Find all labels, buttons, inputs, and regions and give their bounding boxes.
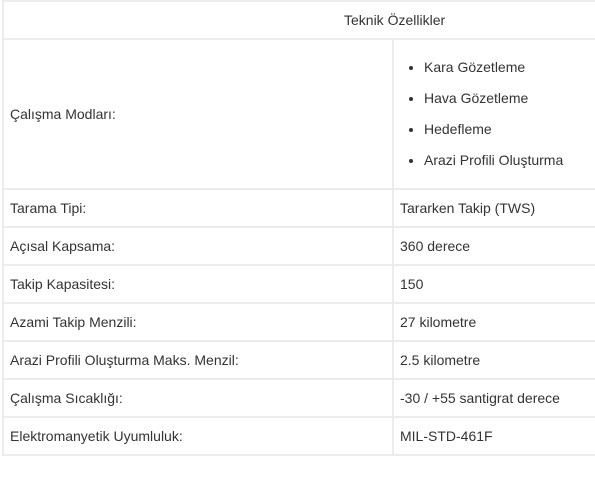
row-value: 2.5 kilometre <box>393 341 595 379</box>
specs-table <box>2 0 595 456</box>
row-value: 27 kilometre <box>393 303 595 341</box>
list-item: • Kara Gözetleme <box>424 52 593 83</box>
list-item: • Hava Gözetleme <box>424 83 593 114</box>
row-value: MIL-STD-461F <box>393 417 595 455</box>
row-label: Açısal Kapsama: <box>3 227 393 265</box>
row-label: Tarama Tipi: <box>3 189 393 227</box>
list-item: • Arazi Profili Oluşturma <box>424 145 593 176</box>
table-row <box>3 341 595 379</box>
table-row <box>3 189 595 227</box>
header-row <box>3 1 595 39</box>
table-row <box>3 303 595 341</box>
list-item: • Hedefleme <box>424 114 593 145</box>
table-header: Teknik Özellikler <box>3 1 595 39</box>
row-label: Çalışma Sıcaklığı: <box>3 379 393 417</box>
row-value: 150 <box>393 265 595 303</box>
table-row <box>3 265 595 303</box>
table-row <box>3 379 595 417</box>
table-row <box>3 417 595 455</box>
row-label: Arazi Profili Oluşturma Maks. Menzil: <box>3 341 393 379</box>
modes-list <box>400 52 593 176</box>
row-value: 360 derece <box>393 227 595 265</box>
row-label: Elektromanyetik Uyumluluk: <box>3 417 393 455</box>
row-label: Takip Kapasitesi: <box>3 265 393 303</box>
row-value <box>393 39 595 189</box>
row-label: Azami Takip Menzili: <box>3 303 393 341</box>
table-row <box>3 39 595 189</box>
table-row <box>3 227 595 265</box>
row-label: Çalışma Modları: <box>3 39 393 189</box>
row-value: -30 / +55 santigrat derece <box>393 379 595 417</box>
row-value: Tararken Takip (TWS) <box>393 189 595 227</box>
